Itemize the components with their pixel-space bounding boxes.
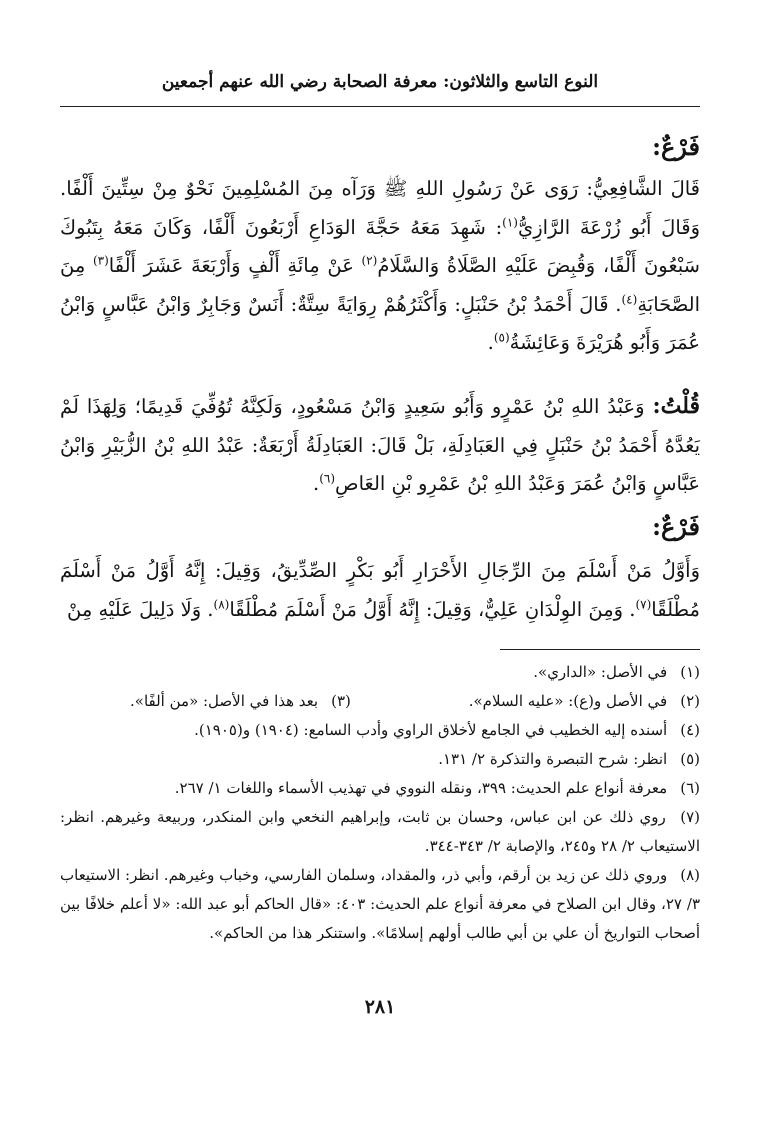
footnote-number: (٣) (331, 692, 351, 710)
footnote-ref: (٨) (213, 597, 230, 611)
running-header: النوع التاسع والثلاثون: معرفة الصحابة رضي الله عنهم أجمعين (161, 72, 599, 92)
footnote-3 (60, 687, 351, 716)
footnote-ref: (٢) (361, 253, 378, 268)
footnote-6 (60, 774, 700, 803)
footnote-4 (60, 716, 700, 745)
section-heading-far-2: فَرْعٌ: (652, 512, 700, 541)
footnote-ref: (٣) (92, 253, 109, 268)
footnote-2 (469, 687, 700, 716)
footnote-rule (500, 649, 700, 650)
footnote-text: معرفة أنواع علم الحديث: ٣٩٩، ونقله النووي في تهذيب الأسماء واللغات ١/ ٢٦٧. (174, 779, 668, 797)
paragraph-first-muslim (60, 552, 700, 629)
paragraph-text: . وَلَا دَلِيلَ عَلَيْهِ مِنْ (66, 597, 214, 621)
footnote-ref: (٧) (635, 597, 652, 611)
footnote-8 (60, 861, 700, 948)
footnote-text: أسنده إليه الخطيب في الجامع لأخلاق الراوي وأدب السامع: (١٩٠٤) و(١٩٠٥). (194, 721, 668, 739)
footnote-ref: (٦) (319, 471, 336, 486)
footnote-ref: (٥) (493, 330, 510, 345)
footnote-number: (٨) (680, 866, 700, 884)
footnote-number: (٤) (680, 721, 700, 739)
footnote-text: بعد هذا في الأصل: «من ألفًا». (130, 692, 319, 710)
footnote-text: روي ذلك عن ابن عباس، وحسان بن ثابت، وإبراهيم النخعي وابن المنكدر، وربيعة وغيرهم. انظر: الاستيعاب ٢/ ٢٨ و٢٤٥، والإصابة ٢/ ٣٤٣-٣٤٤. (60, 808, 700, 855)
paragraph-text: . (312, 472, 320, 495)
header-rule (60, 106, 700, 107)
paragraph-text: وَأَوَّلُ مَنْ أَسْلَمَ مِنَ الرِّجَالِ الأَحْرَارِ أَبُو بَكْرٍ الصِّدِّيقُ، وَقِيلَ: إِنَّهُ أَوَّلُ مَنْ أَسْلَمَ مُطْلَقًا (60, 559, 700, 621)
paragraph-text: . (487, 331, 494, 354)
footnote-1 (60, 658, 700, 687)
paragraph-text: . قَالَ أَحْمَدُ بْنُ حَنْبَلٍ: وَأَكْثَرُهُمْ رِوَايَةً سِتَّةٌ: أَنَسٌ وَجَابِرٌ وَابْنُ عَبَّاسٍ وَابْنُ عُمَرَ وَأَبُو هُرَيْرَةَ وَعَائِشَةُ (60, 292, 700, 354)
footnote-text: وروي ذلك عن زيد بن أرقم، وأبي ذر، والمقداد، وسلمان الفارسي، وخباب وغيرهم. انظر: الاستيعاب ٣/ ٢٧، وقال ابن الصلاح في معرفة أنواع علم الحديث: ٤٠٣: «قال الحاكم أبو عبد الله: «لا أعلم خلافًا بين أصحاب التواريخ أن علي بن أبي طالب أولهم إسلامًا». واستنكر هذا من الحاكم». (60, 866, 701, 942)
footnote-5 (60, 745, 700, 774)
footnote-text: انظر: شرح التبصرة والتذكرة ٢/ ١٣١. (438, 750, 668, 768)
book-page (60, 62, 700, 1062)
qultu-lead: قُلْتُ: (652, 393, 700, 419)
footnote-row-2-3 (60, 687, 700, 716)
footnote-number: (١) (680, 663, 700, 681)
footnote-text: في الأصل و(ع): «عليه السلام». (468, 692, 668, 710)
footnote-7 (60, 803, 700, 861)
footnote-ref: (١) (502, 215, 518, 229)
paragraph-text: : شَهِدَ مَعَهُ حَجَّةَ الوَدَاعِ أَرْبَعُونَ أَلْفًا، وَكَانَ مَعَهُ بِتَبُوكَ سَبْعُونَ أَلْفًا، وَقُبِضَ عَلَيْهِ الصَّلَاةُ وَالسَّلَامُ (60, 215, 700, 277)
paragraph-text: . وَمِنَ الوِلْدَانِ عَلِيٌّ، وَقِيلَ: إِنَّهُ أَوَّلُ مَنْ أَسْلَمَ مُطْلَقًا (229, 597, 636, 621)
footnote-text: في الأصل: «الداري». (533, 663, 668, 681)
paragraph-text: عَنْ مِائَةِ أَلْفٍ وَأَرْبَعَةَ عَشَرَ أَلْفًا (108, 254, 362, 277)
footnote-number: (٧) (680, 808, 700, 826)
paragraph-text: قَالَ الشَّافِعِيُّ: رَوَى عَنْ رَسُولِ اللهِ ﷺ وَرَآه مِنَ المُسْلِمِينَ نَحْوٌ مِنْ سِتِّينَ أَلْفًا. وَقَالَ أَبُو زُرْعَةَ الرَّازِيُّ (60, 177, 700, 239)
footnote-ref: (٤) (621, 292, 638, 306)
footnote-number: (٥) (680, 750, 700, 768)
paragraph-text: مِنَ الصَّحَابَةِ (60, 254, 700, 316)
footnote-number: (٦) (680, 779, 700, 797)
paragraph-abadila (60, 387, 700, 504)
page-number: ٢٨١ (364, 996, 396, 1018)
footnotes (60, 658, 700, 948)
footnote-number: (٢) (680, 692, 700, 710)
paragraph-text: وَعَبْدُ اللهِ بْنُ عَمْرٍو وَأَبُو سَعِيدٍ وَابْنُ مَسْعُودٍ، وَلَكِنَّهُ تُوُفِّيَ قَدِيمًا؛ وَلِهَذَا لَمْ يَعُدَّهُ أَحْمَدُ بْنُ حَنْبَلٍ فِي العَبَادِلَةِ، بَلْ قَالَ: العَبَادِلَةُ أَرْبَعَةٌ: عَبْدُ اللهِ بْنُ الزُّبَيْرِ وَابْنُ عَبَّاسٍ وَابْنُ عُمَرَ وَعَبْدُ اللهِ بْنُ عَمْرِو بْنِ العَاصِ (60, 395, 700, 495)
section-heading-far: فَرْعٌ: (652, 132, 700, 161)
paragraph-sahaba-count (60, 170, 700, 363)
